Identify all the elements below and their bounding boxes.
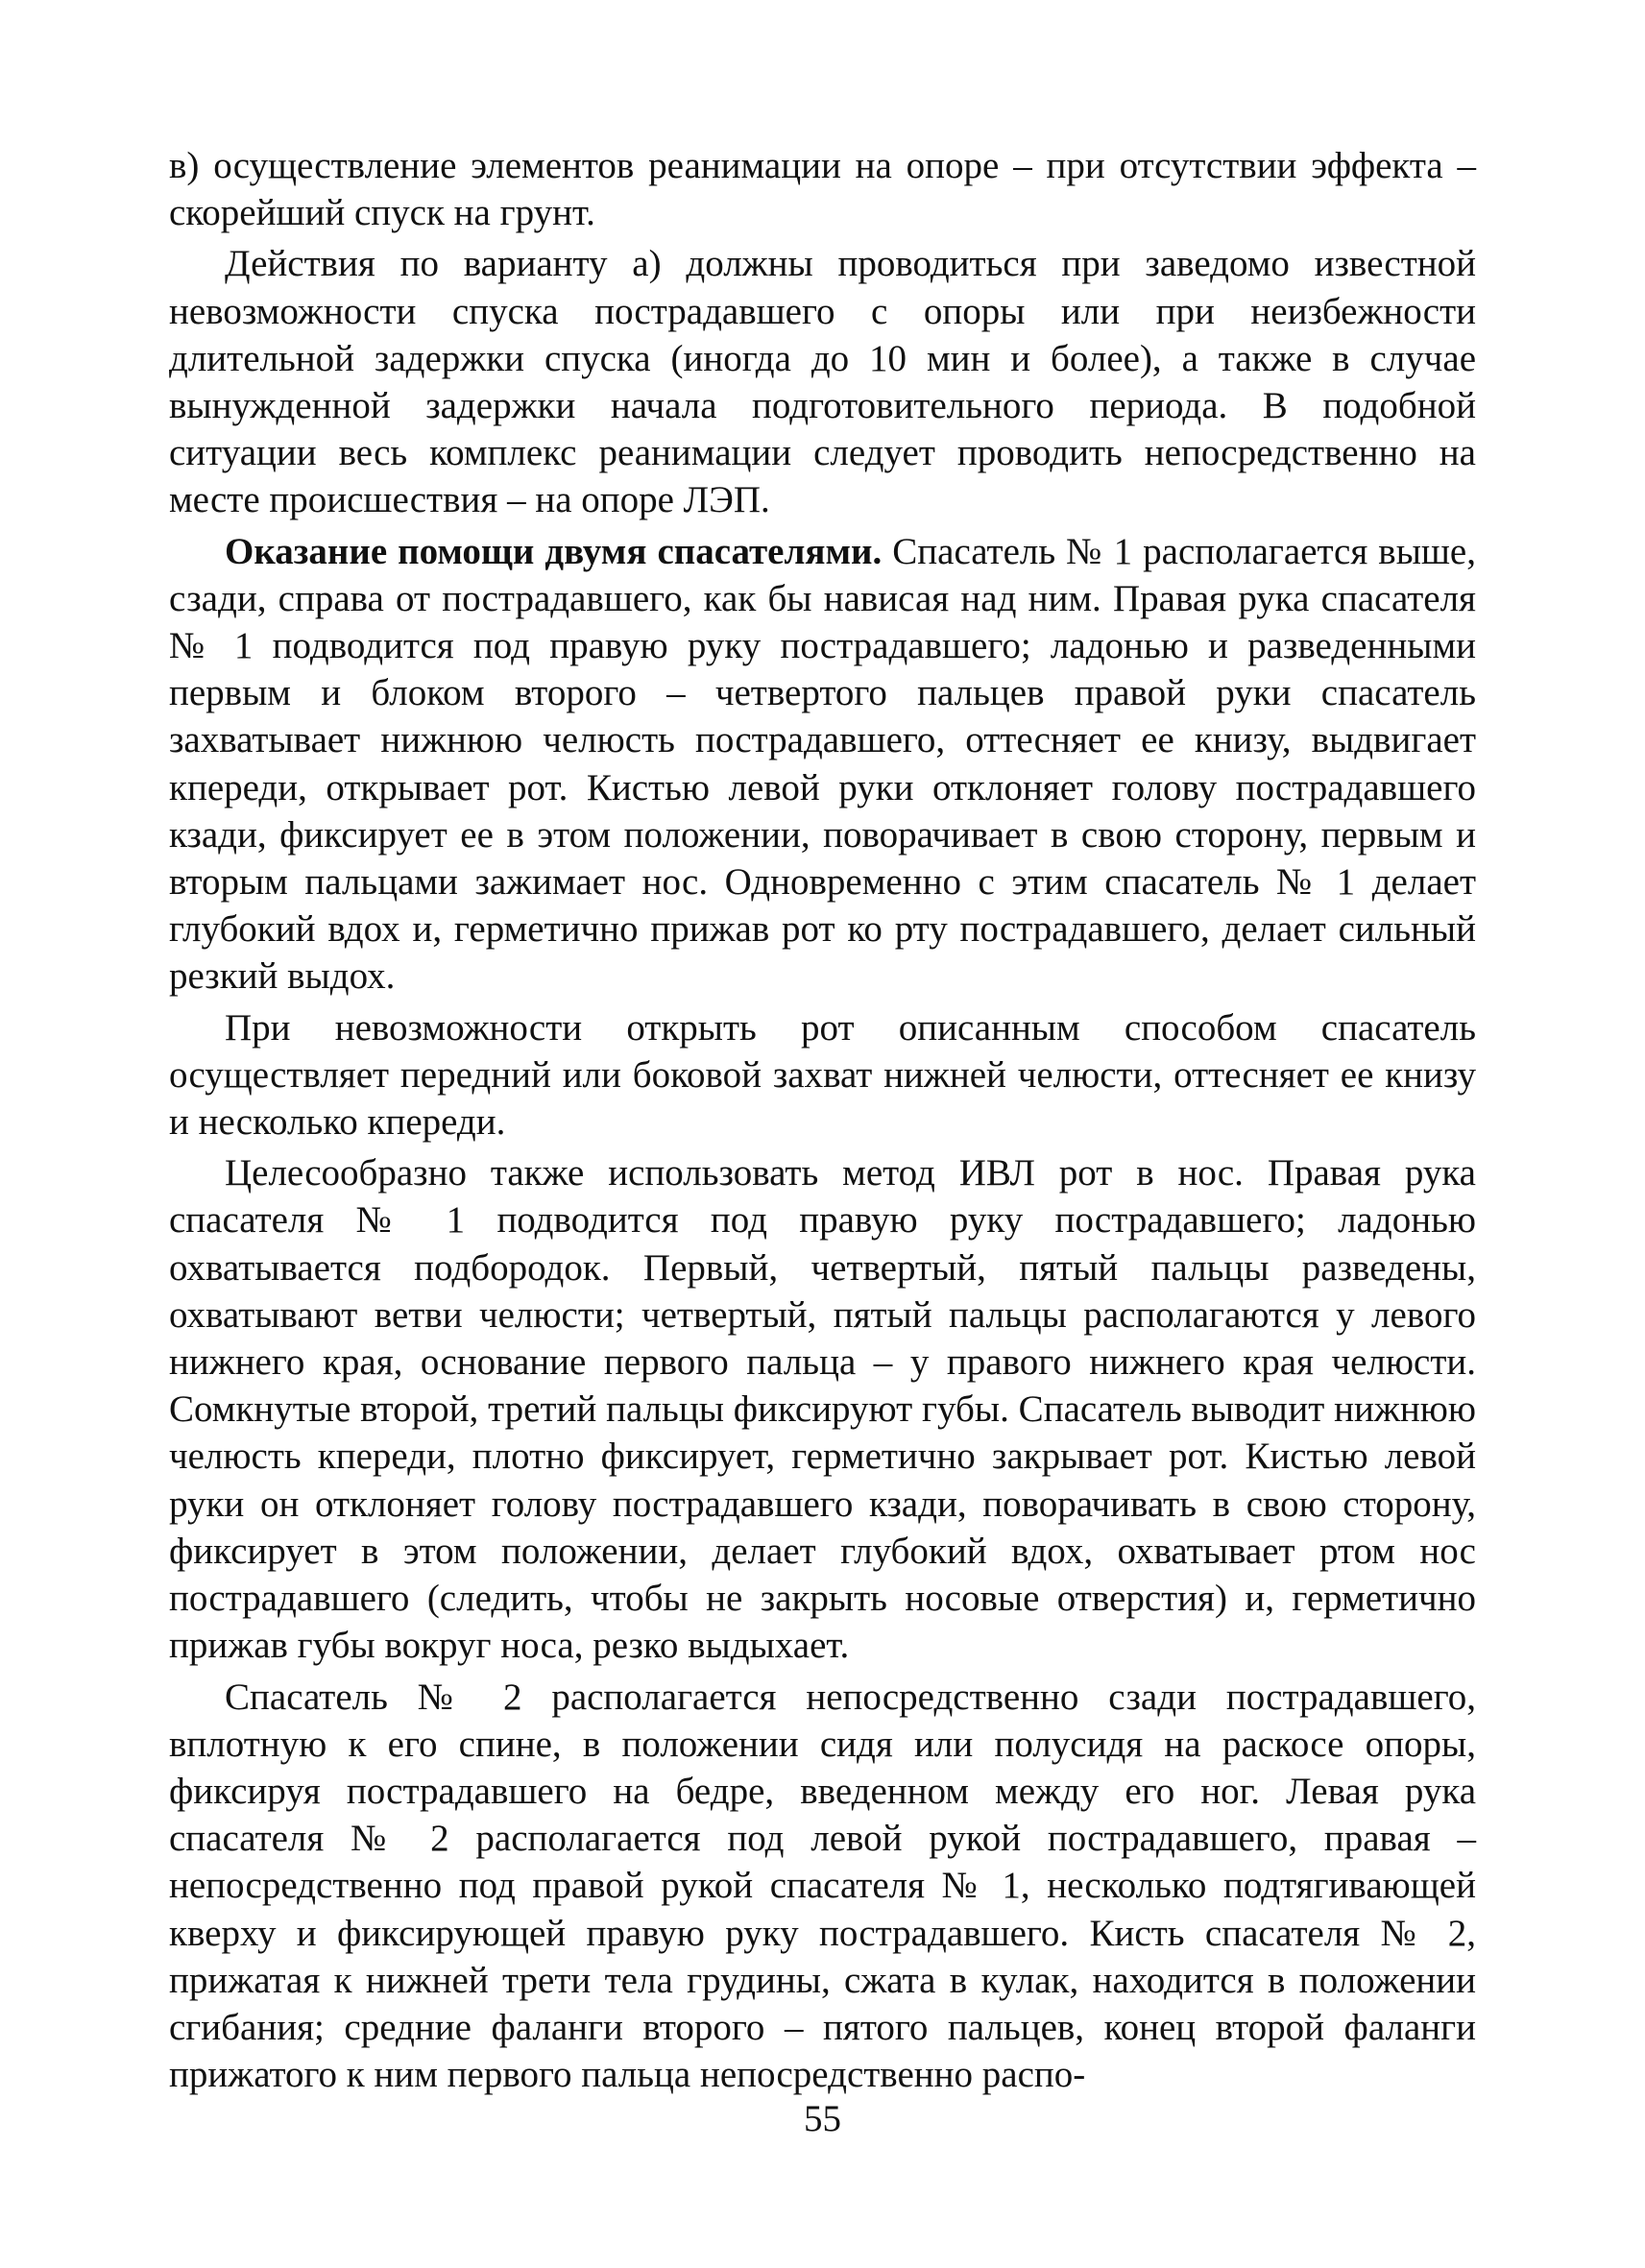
paragraph-5 [169, 1149, 1476, 1669]
paragraph-3-text: Спасатель № 1 располагается выше, сзади, справа от пострадавшего, как бы нависая над ним. Правая рука спасателя № 1 подводится под правую руку пострадавшего; ладонью и разведенными первым и блоком второго – четвертого пальцев правой руки спасатель захватывает нижнюю челюсть пострадавшего, оттесняет ее книзу, выдвигает кпереди, открывает рот. Кистью левой руки отклоняет голову пострадавшего кзади, фиксирует ее в этом положении, поворачивает в свою сторону, первым и вторым пальцами зажимает нос. Одновременно с этим спасатель № 1 делает глубокий вдох и, герметично прижав рот ко рту пострадавшего, делает сильный резкий выдох. [169, 530, 1476, 998]
paragraph-4 [169, 1004, 1476, 1146]
paragraph-6-text: Спасатель № 2 располагается непосредственно сзади пострадавшего, вплотную к его спине, в положении сидя или полусидя на раскосе опоры, фиксируя пострадавшего на бедре, введенном между его ног. Левая рука спасателя № 2 располагается под левой рукой пострадавшего, правая – непосредственно под правой рукой спасателя № 1, несколько подтягивающей кверху и фиксирующей правую руку пострадавшего. Кисть спасателя № 2, прижатая к нижней трети тела грудины, сжата в кулак, находится в положении сгибания; средние фаланги второго – пятого пальцев, конец второй фаланги прижатого к ним первого пальца непосредственно распо- [169, 1676, 1476, 2096]
section-heading: Оказание помощи двумя спасателями. [225, 530, 883, 572]
paragraph-1-text: в) осуществление элементов реанимации на опоре – при отсутствии эффекта – скорейший спуск на грунт. [169, 145, 1476, 234]
paragraph-3 [169, 528, 1476, 1001]
paragraph-1 [169, 142, 1476, 236]
paragraph-6 [169, 1674, 1476, 2099]
paragraph-2 [169, 240, 1476, 523]
paragraph-5-text: Целесообразно также использовать метод ИВЛ рот в нос. Правая рука спасателя № 1 подводится под правую руку пострадавшего; ладонью охватывается подбородок. Первый, четвертый, пятый пальцы разведены, охватывают ветви челюсти; четвертый, пятый пальцы располагаются у левого нижнего края, основание первого пальца – у правого нижнего края челюсти. Сомкнутые второй, третий пальцы фиксируют губы. Спасатель выводит нижнюю челюсть кпереди, плотно фиксирует, герметично закрывает рот. Кистью левой руки он отклоняет голову пострадавшего кзади, поворачивать в свою сторону, фиксирует в этом положении, делает глубокий вдох, охватывает ртом нос пострадавшего (следить, чтобы не закрыть носовые отверстия) и, герметично прижав губы вокруг носа, резко выдыхает. [169, 1152, 1476, 1667]
page-number: 55 [804, 2098, 841, 2139]
paragraph-4-text: При невозможности открыть рот описанным способом спасатель осуществляет передний или боковой захват нижней челюсти, оттесняет ее книзу и несколько кпереди. [169, 1006, 1476, 1144]
paragraph-2-text: Действия по варианту а) должны проводиться при заведомо известной невозможности спуска пострадавшего с опоры или при неизбежности длительной задержки спуска (иногда до 10 мин и более), а также в случае вынужденной задержки начала подготовительного периода. В подобной ситуации весь комплекс реанимации следует проводить непосредственно на месте происшествия – на опоре ЛЭП. [169, 243, 1476, 521]
body-text [169, 142, 1476, 2098]
